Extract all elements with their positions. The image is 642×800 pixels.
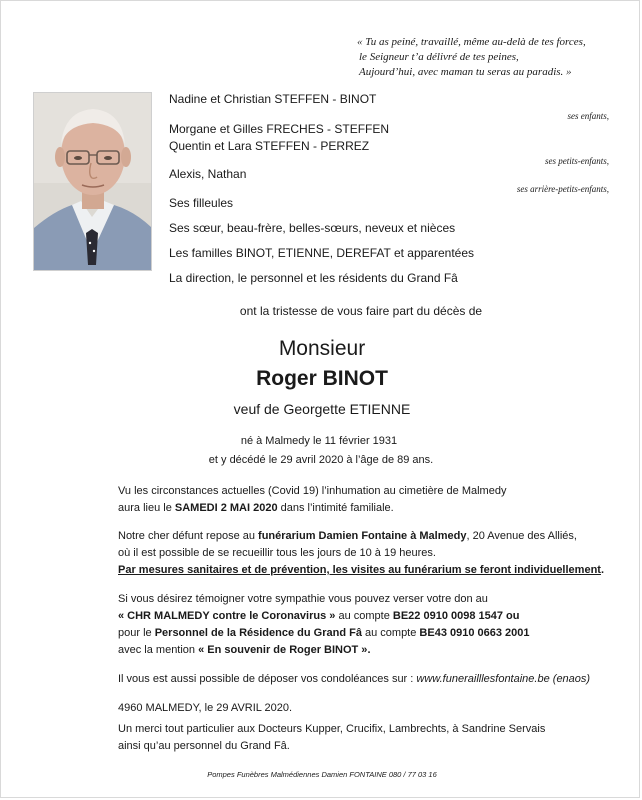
funeral-home-footer: Pompes Funèbres Malmédiennes Damien FONTAINE 080 / 77 03 16	[207, 770, 437, 779]
funerarium-line-2: où il est possible de se recueillir tous les jours de 10 à 19 heures.	[118, 547, 436, 559]
quote-line-1: « Tu as peiné, travaillé, même au-delà de tes forces,	[357, 36, 586, 48]
grandchildren-relation: ses petits-enfants,	[545, 156, 609, 166]
donation-line-1: Si vous désirez témoigner votre sympathie vous pouvez verser votre don au	[118, 593, 488, 605]
funerarium-line-1	[118, 530, 577, 542]
donation-account-2: BE43 0910 0663 2001	[419, 627, 530, 639]
thanks-line-1: Un merci tout particulier aux Docteurs Kupper, Crucifix, Lambrechts, à Sandrine Servais	[118, 723, 546, 735]
donation-line-3-pre: pour le	[118, 627, 155, 639]
deceased-title: Monsieur	[278, 337, 366, 360]
condolences-text: Il vous est aussi possible de déposer vos condoléances sur :	[118, 673, 417, 685]
covid-line-2-post: dans l’intimité familiale.	[277, 502, 394, 514]
quote-block	[357, 35, 627, 80]
funerarium-line-3	[118, 564, 604, 576]
children-names: Nadine et Christian STEFFEN - BINOT	[169, 92, 377, 106]
funerarium-line-1-pre: Notre cher défunt repose au	[118, 530, 259, 542]
covid-line-1: Vu les circonstances actuelles (Covid 19) l’inhumation au cimetière de Malmedy	[118, 485, 507, 497]
donation-mention: « En souvenir de Roger BINOT »	[198, 644, 368, 656]
covid-line-2-pre: aura lieu le	[118, 502, 175, 514]
families: Les familles BINOT, ETIENNE, DEREFAT et apparentées	[169, 246, 475, 260]
grandchildren-names-2: Quentin et Lara STEFFEN - PERREZ	[169, 139, 370, 153]
great-grandchildren-names: Alexis, Nathan	[169, 167, 247, 181]
donation-line-3	[118, 627, 530, 639]
place-date: 4960 MALMEDY, le 29 AVRIL 2020.	[118, 702, 293, 714]
donation-line-4-end: .	[367, 644, 371, 656]
thanks-line-2: ainsi qu’au personnel du Grand Fâ.	[118, 740, 290, 752]
condolences-suffix: (enaos)	[549, 673, 591, 685]
covid-line-2	[118, 502, 394, 514]
condolences-line	[118, 673, 590, 685]
death-line: et y décédé le 29 avril 2020 à l’âge de 89 ans.	[208, 454, 434, 466]
donation-line-4	[118, 644, 371, 656]
visit-notice-end: .	[600, 564, 605, 576]
children-relation: ses enfants,	[567, 111, 609, 121]
deceased-name: Roger BINOT	[256, 367, 388, 390]
siblings: Ses sœur, beau-frère, belles-sœurs, neveux et nièces	[169, 221, 456, 235]
deceased-photo	[33, 92, 152, 271]
announcement: ont la tristesse de vous faire part du décès de	[239, 304, 483, 318]
grandchildren-names-1: Morgane et Gilles FRECHES - STEFFEN	[169, 122, 390, 136]
funerarium-place: funérarium Damien Fontaine à Malmedy	[258, 530, 467, 542]
condolences-website-link[interactable]: www.funerailllesfontaine.be	[416, 673, 550, 685]
donation-line-2	[118, 610, 519, 622]
funerarium-line-1-post: , 20 Avenue des Alliés,	[466, 530, 577, 542]
goddaughters: Ses filleules	[169, 196, 234, 210]
direction: La direction, le personnel et les résidents du Grand Fâ	[169, 271, 458, 285]
donation-org-1: « CHR MALMEDY contre le Coronavirus »	[118, 610, 336, 622]
visit-notice: Par mesures sanitaires et de prévention, les visites au funérarium se feront individuellement	[118, 564, 601, 576]
donation-line-4-pre: avec la mention	[118, 644, 199, 656]
birth-line: né à Malmedy le 11 février 1931	[240, 435, 398, 447]
widow-of: veuf de Georgette ETIENNE	[233, 401, 411, 417]
donation-line-2-mid: au compte	[335, 610, 393, 622]
great-grandchildren-relation: ses arrière-petits-enfants,	[516, 184, 609, 194]
funeral-date: SAMEDI 2 MAI 2020	[174, 502, 278, 514]
donation-org-2: Personnel de la Résidence du Grand Fâ	[154, 627, 362, 639]
quote-line-3: Aujourd’hui, avec maman tu seras au paradis. »	[359, 66, 572, 78]
donation-account-1: BE22 0910 0098 1547 ou	[392, 610, 520, 622]
donation-line-3-mid: au compte	[361, 627, 420, 639]
quote-line-2: le Seigneur t’a délivré de tes peines,	[359, 51, 519, 63]
